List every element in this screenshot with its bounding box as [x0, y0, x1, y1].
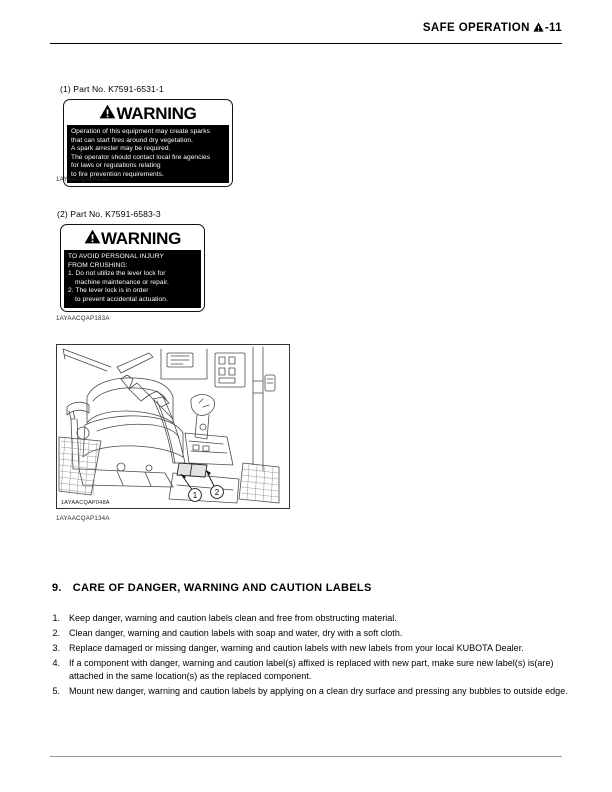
- list-item: [40, 685, 580, 698]
- footer-divider: [50, 756, 562, 757]
- list-item-text: Mount new danger, warning and caution labels by applying on a clean dry surface and pressing any bubbles to outside edge.: [69, 686, 568, 697]
- page-title: [423, 22, 562, 35]
- section-title: CARE OF DANGER, WARNING AND CAUTION LABELS: [72, 582, 372, 594]
- list-item: [40, 612, 580, 625]
- list-item-text: Keep danger, warning and caution labels clean and free from obstructing material.: [69, 613, 397, 623]
- warning-line: for laws or regulations relating: [71, 162, 161, 170]
- machine-illustration: [56, 344, 290, 509]
- warning-banner-1: [67, 103, 229, 125]
- warning-label-2: [60, 224, 205, 312]
- warning-banner-2: [64, 228, 201, 250]
- list-item: [40, 657, 580, 684]
- warning-body-1: [67, 125, 229, 183]
- list-item-text: If a component with danger, warning and caution label(s) affixed is replaced with new part, make sure new label(s) is(are) attached in the same location(s) as the replaced component.: [69, 657, 554, 682]
- warning-line: A spark arrester may be required.: [71, 145, 171, 153]
- warning-line: Operation of this equipment may create sparks: [71, 128, 210, 135]
- part-caption-2: (2) Part No. K7591-6583-3: [57, 209, 161, 219]
- warning-line: to prevent accidental actuation.: [75, 295, 168, 303]
- callout-1: 1: [192, 491, 198, 500]
- list-item: [40, 627, 580, 640]
- warning-triangle-icon: [533, 22, 544, 35]
- figure-code-1: 1AYAACQAP018A: [56, 176, 110, 183]
- figure-inner-code: 1AYAACQAP048A: [61, 500, 110, 506]
- list-item-number: 1.: [52, 613, 60, 623]
- care-instructions-list: [40, 612, 580, 700]
- warning-line: to fire prevention requirements.: [71, 170, 164, 178]
- warning-line: machine maintenance or repair.: [75, 278, 169, 286]
- list-item-number: 2.: [52, 627, 60, 638]
- figure-code-2: 1AYAACQAP183A: [56, 315, 110, 322]
- list-item-number: 4.: [52, 657, 60, 668]
- figure-caption-code: 1AYAACQAP134A: [56, 515, 110, 522]
- part-caption-1: (1) Part No. K7591-6531-1: [60, 84, 164, 94]
- warning-triangle-icon: [84, 231, 101, 248]
- warning-body-2: [64, 250, 201, 308]
- warning-line: that can start fires around dry vegetation.: [71, 136, 194, 144]
- header-title-text: SAFE OPERATION: [422, 22, 530, 34]
- list-item: [40, 642, 580, 655]
- list-item-text: Replace damaged or missing danger, warning and caution labels with new labels from your local KUBOTA Dealer.: [69, 642, 524, 653]
- list-item-number: 5.: [52, 686, 60, 697]
- warning-label-1: [63, 99, 233, 187]
- warning-line: The operator should contact local fire agencies: [71, 153, 211, 161]
- section-number: 9.: [52, 582, 62, 594]
- operator-station-drawing: [57, 345, 287, 506]
- warning-line: 2. The lever lock is in order: [68, 287, 149, 295]
- page-number: -11: [544, 22, 562, 34]
- list-item-number: 3.: [52, 642, 60, 653]
- header-divider: [50, 43, 562, 44]
- warning-line: 1. Do not utilize the lever lock for: [68, 270, 166, 278]
- section-heading: [52, 582, 372, 594]
- warning-line: FROM CRUSHING:: [68, 261, 128, 269]
- list-item-text: Clean danger, warning and caution labels with soap and water, dry with a soft cloth.: [69, 627, 403, 638]
- warning-triangle-icon: [99, 106, 116, 123]
- warning-banner-text-1: WARNING: [116, 104, 197, 123]
- warning-banner-text-2: WARNING: [100, 229, 182, 248]
- warning-line: TO AVOID PERSONAL INJURY: [68, 253, 164, 260]
- callout-2: 2: [214, 488, 220, 497]
